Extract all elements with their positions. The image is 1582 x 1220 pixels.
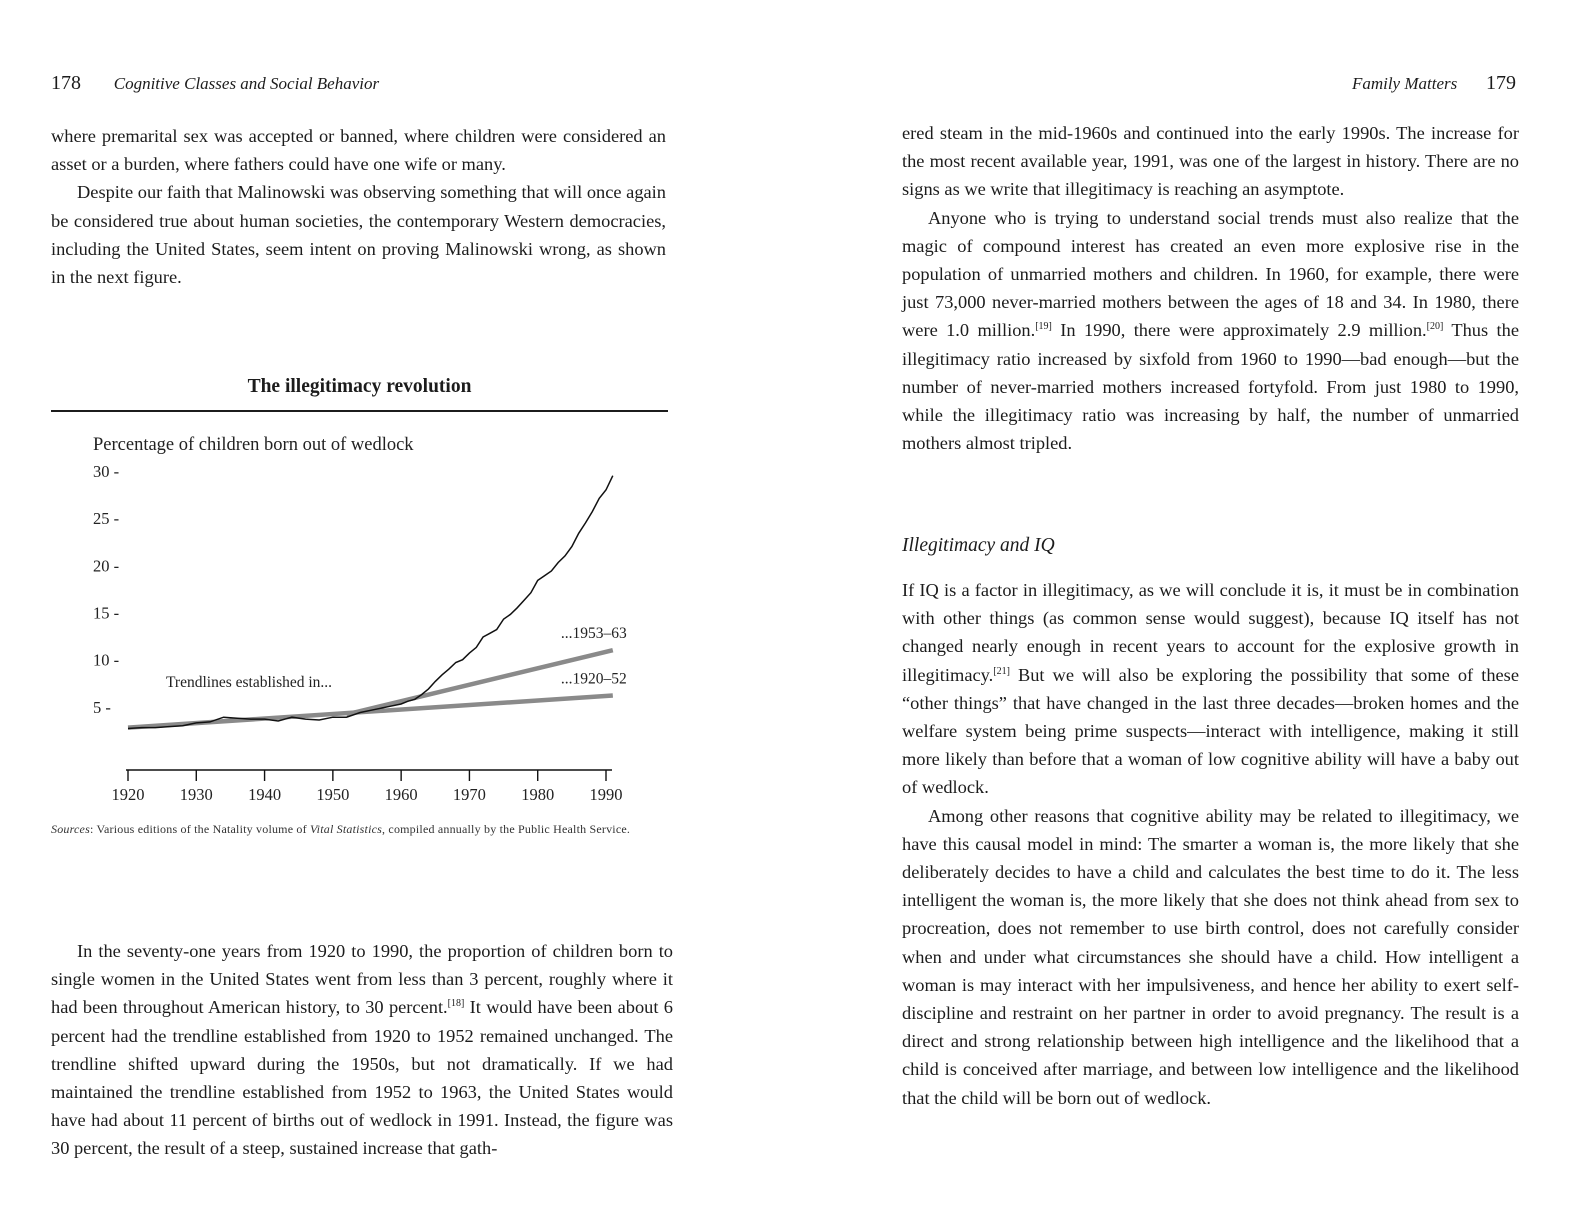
footnote-ref: [19] <box>1035 321 1052 333</box>
x-tick-label: 1960 <box>384 785 418 803</box>
paragraph <box>51 937 673 1163</box>
right-top-text <box>902 119 1519 457</box>
paragraph: where premarital sex was accepted or banned, where children were considered an asset or a burden, where fathers could have one wife or many. <box>51 126 666 175</box>
paragraph: Among other reasons that cognitive ability may be related to illegitimacy, we have this causal model in mind: The smarter a woman is, the more likely that she deliberately decides to have a child and calculates the best time to do it. The less intelligent the woman is, the more likely that she does not think ahead from sex to procreation, does not remember to use birth control, does not carefully consider when and under what circumstances she should have a child. How intelligent a woman is may interact with her impulsiveness, and hence her ability to exert self-discipline and restraint on her partner in order to avoid pregnancy. The result is a direct and strong relationship between high intelligence and the likelihood that a child is conceived after marriage, and between low intelligence and the likelihood that the child will be born out of wedlock. <box>902 805 1519 1108</box>
x-tick-label: 1950 <box>316 785 350 803</box>
chart-y-axis-label: Percentage of children born out of wedlock <box>93 435 414 455</box>
figure-source-note <box>51 820 673 838</box>
x-tick-label: 1920 <box>111 785 145 803</box>
y-tick-label: 5 - <box>93 697 111 717</box>
source-text: , compiled annually by the Public Health Service. <box>382 822 631 836</box>
section-subheading: Illegitimacy and IQ <box>902 535 1055 556</box>
footnote-ref: [20] <box>1426 321 1444 333</box>
x-tick-label: 1980 <box>521 785 555 803</box>
x-tick-label: 1970 <box>452 785 486 803</box>
left-bottom-text <box>51 937 673 1163</box>
paragraph: ered steam in the mid-1960s and continued into the early 1990s. The increase for the most recent available year, 1991, was one of the largest in history. There are no signs as we write that illegitimacy is reaching an asymptote. <box>902 123 1519 200</box>
right-running-title: Family Matters <box>1351 74 1458 93</box>
trendline-label: ...1920–52 <box>560 670 627 688</box>
x-tick-label: 1940 <box>248 785 282 803</box>
chart-title-rule <box>51 410 668 412</box>
right-bottom-text <box>902 576 1519 1112</box>
illegitimacy-chart <box>51 418 671 803</box>
right-page-number: 179 <box>1486 72 1516 94</box>
y-tick-label: 15 - <box>93 603 120 623</box>
left-page-number: 178 <box>51 72 81 94</box>
y-tick-label: 30 - <box>93 462 120 481</box>
x-axis-ticks <box>112 770 623 803</box>
trendline-label: ...1953–63 <box>560 625 627 643</box>
footnote-ref: [18] <box>447 998 465 1010</box>
source-publication: Vital Statistics <box>310 822 383 836</box>
paragraph: Anyone who is trying to understand social trends must also realize that the magic of compound interest has created an even more explosive rise in the population of unmarried mothers and children. In 1960, for example, there were just 73,000 never-married mothers between the ages of 18 and 34. In 1980, there were 1.0 million.[19] In 1990, there were approximately 2.9 million.[20] Thus the illegitimacy ratio increased by sixfold from 1960 to 1990—bad enough—but the number of never-married mothers increased fortyfold. From just 1980 to 1990, while the illegitimacy ratio was increasing by half, the number of unmarried mothers almost tripled. <box>902 207 1519 454</box>
paragraph-text: It would have been about 6 percent had the trendline established from 1920 to 1952 remained unchanged. The trendline shifted upward during the 1950s, but not dramatically. If we had maintained the trendline established from 1952 to 1963, the United States would have had about 11 percent of births out of wedlock in 1991. Instead, the figure was 30 percent, the result of a steep, sustained increase that gath- <box>51 997 673 1159</box>
source-label: Sources <box>51 822 90 836</box>
trendline-annotation: Trendlines established in... <box>166 674 333 691</box>
paragraph: If IQ is a factor in illegitimacy, as we will conclude it is, it must be in combination with other things (as common sense would suggest), because IQ itself has not changed nearly enough in recent years to account for the explosive growth in illegitimacy.[21] But we will also be exploring the possibility that some of these “other things” that have changed in the last three decades—broken homes and the welfare system being prime suspects—interact with intelligence, making it still more likely than before that a woman of low cognitive ability will have a baby out of wedlock. <box>902 580 1519 798</box>
right-running-head <box>1352 72 1516 95</box>
y-tick-label: 10 - <box>93 650 120 670</box>
chart-title: The illegitimacy revolution <box>247 376 472 397</box>
paragraph-text: In the seventy-one years from 1920 to 1990, the proportion of children born to single women in the United States went from less than 3 percent, roughly where it had been throughout American history, to 30 percent. <box>51 941 673 1018</box>
left-running-title: Cognitive Classes and Social Behavior <box>113 74 380 93</box>
y-axis-ticks <box>93 462 119 717</box>
y-tick-label: 20 - <box>93 556 120 576</box>
left-running-head <box>51 72 379 95</box>
paragraph: Despite our faith that Malinowski was observing something that will once again be considered true about human societies, the contemporary Western democracies, including the United States, seem intent on proving Malinowski wrong, as shown in the next figure. <box>51 182 666 288</box>
y-tick-label: 25 - <box>93 509 120 529</box>
left-top-text <box>51 122 666 291</box>
x-tick-label: 1930 <box>179 785 213 803</box>
source-text: : Various editions of the Natality volume of <box>89 822 311 836</box>
x-tick-label: 1990 <box>589 785 623 803</box>
footnote-ref: [21] <box>993 665 1010 677</box>
